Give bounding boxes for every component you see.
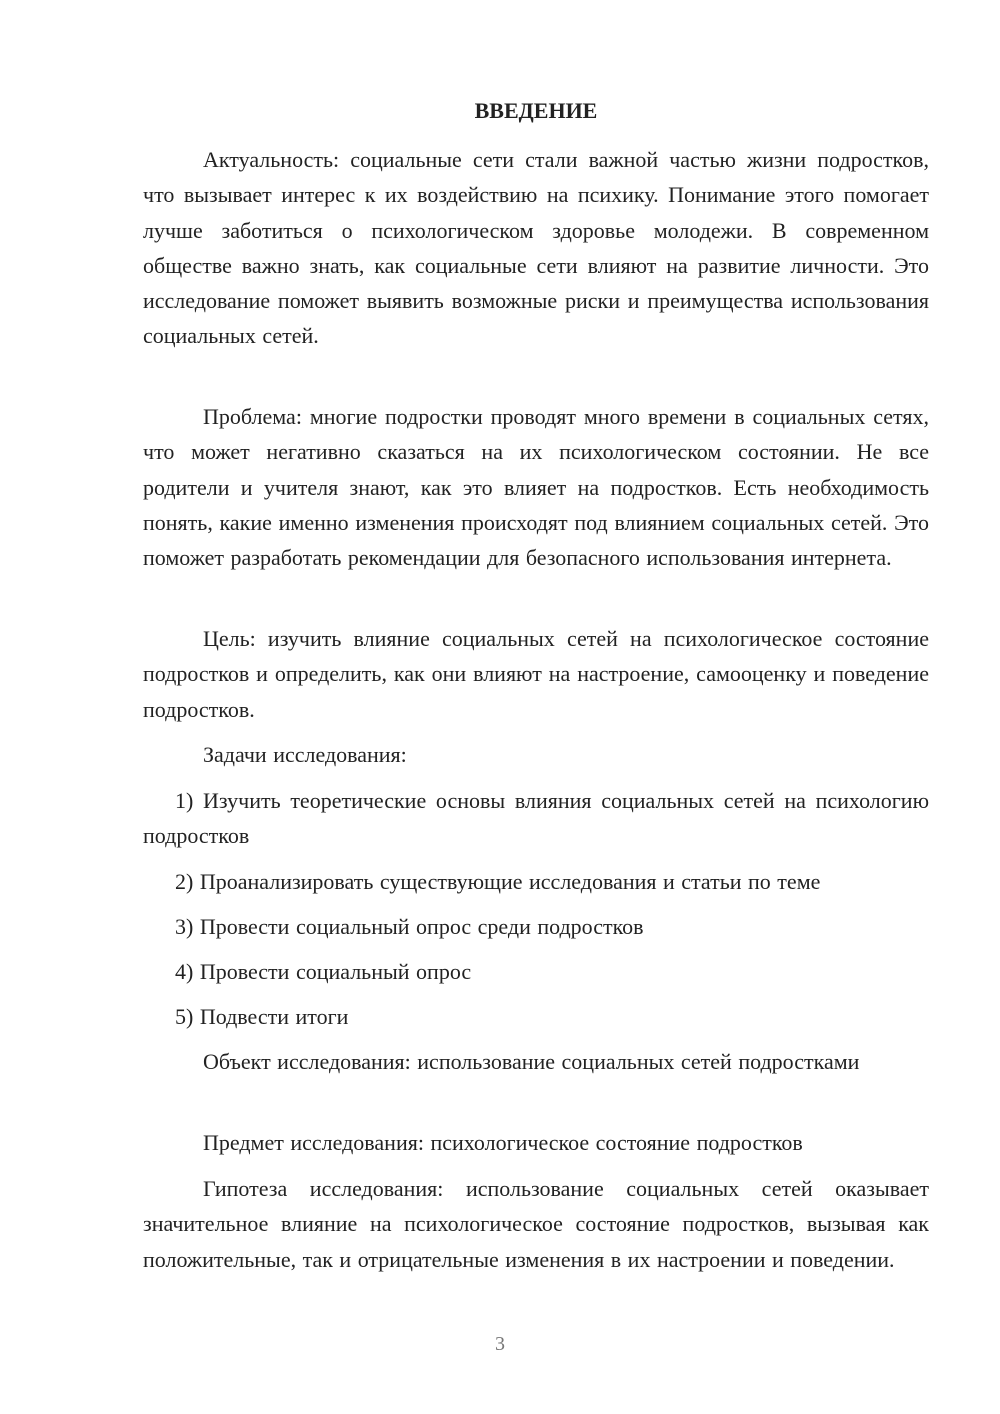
problem-paragraph: Проблема: многие подростки проводят много времени в социальных сетях, что может негативно сказаться на их психологическом состоянии. Не все родители и учителя знают, как это влияет на подростков. Есть необходимость понять, какие именно изменения происходят под влиянием социальных сетей. Это поможет разработать рекомендации для безопасного использования интернета. <box>143 404 929 571</box>
task-item-4: 4) Провести социальный опрос <box>175 959 472 984</box>
subject-paragraph: Предмет исследования: психологическое состояние подростков <box>203 1130 803 1155</box>
task-item-1: 1) Изучить теоретические основы влияния социальных сетей на психологию подростков <box>143 788 929 849</box>
goal-paragraph: Цель: изучить влияние социальных сетей на психологическое состояние подростков и определить, как они влияют на настроение, самооценку и поведение подростков. <box>143 626 929 722</box>
relevance-paragraph: Актуальность: социальные сети стали важной частью жизни подростков, что вызывает интерес к их воздействию на психику. Понимание этого помогает лучше заботиться о психологическом здоровье молодежи. В современном обществе важно знать, как социальные сети влияют на развитие личности. Это исследование поможет выявить возможные риски и преимущества использования социальных сетей. <box>143 147 929 349</box>
task-item-5: 5) Подвести итоги <box>175 1004 349 1029</box>
tasks-heading: Задачи исследования: <box>203 742 407 767</box>
page-title: ВВЕДЕНИЕ <box>474 98 598 123</box>
task-item-2: 2) Проанализировать существующие исследования и статьи по теме <box>175 869 821 894</box>
task-item-3: 3) Провести социальный опрос среди подростков <box>175 914 644 939</box>
page-number: 3 <box>495 1333 505 1355</box>
object-paragraph: Объект исследования: использование социальных сетей подростками <box>203 1049 860 1074</box>
hypothesis-paragraph: Гипотеза исследования: использование социальных сетей оказывает значительное влияние на психологическое состояние подростков, вызывая как положительные, так и отрицательные изменения в их настроении и поведении. <box>143 1176 929 1272</box>
